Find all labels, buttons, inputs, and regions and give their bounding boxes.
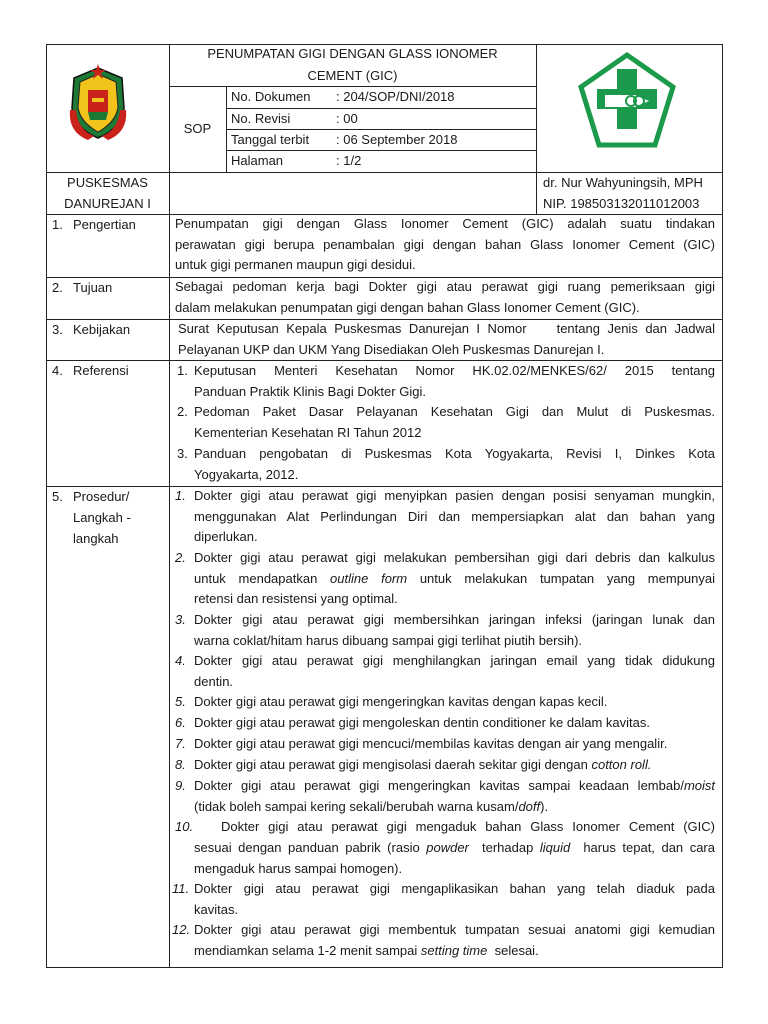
doc-row-label: No. Revisi	[231, 111, 291, 126]
org-name: DANUREJAN I	[64, 196, 151, 211]
procedure-step: Dokter gigi atau perawat gigi mengeringkan kavitas sampai keadaan lembab/moist (tidak boleh sampai kering sekali/berubah warna kusam/doff).	[194, 778, 715, 814]
procedure-step: Dokter gigi atau perawat gigi mencuci/membilas kavitas dengan air yang mengalir.	[194, 736, 668, 751]
doc-row-label: Halaman	[231, 153, 284, 168]
section-number: 3.	[52, 322, 63, 337]
procedure-step: Dokter gigi atau perawat gigi mengisolasi daerah sekitar gigi dengan cotton roll.	[194, 757, 652, 772]
step-number: 8.	[175, 757, 186, 772]
reference-item: Pedoman Paket Dasar Pelayanan Kesehatan Gigi dan Mulut di Puskesmas. Kementerian Kesehatan RI Tahun 2012	[194, 404, 715, 440]
procedure-step: Dokter gigi atau perawat gigi membentuk tumpatan sesuai anatomi gigi kemudian mendiamkan selama 1-2 menit sampai setting time selesai.	[194, 922, 715, 958]
city-emblem-logo	[66, 62, 130, 142]
divider	[536, 44, 537, 215]
procedure-step: sesuai dengan panduan pabrik (rasio powder terhadap liquid harus tepat, dan cara mengaduk harus sampai homogen).	[194, 840, 715, 876]
section-label: Referensi	[73, 363, 129, 378]
section-number: 2.	[52, 280, 63, 295]
procedure-step: Dokter gigi atau perawat gigi mengoleskan dentin conditioner ke dalam kavitas.	[194, 715, 650, 730]
doc-row-label: Tanggal terbit	[231, 132, 310, 147]
section-number: 4.	[52, 363, 63, 378]
document-title: CEMENT (GIC)	[307, 68, 398, 83]
section-label: langkah	[73, 531, 119, 546]
section-label: Pengertian	[73, 217, 136, 232]
doc-row-value: : 06 September 2018	[336, 132, 458, 147]
step-number: 6.	[175, 715, 186, 730]
step-number: 4.	[175, 653, 186, 668]
section-text: Surat Keputusan Kepala Puskesmas Danurejan I Nomor tentang Jenis dan Jadwal Pelayanan UKP dan UKM Yang Disediakan Oleh Puskesmas Danurejan I.	[178, 321, 715, 357]
procedure-step: Dokter gigi atau perawat gigi mengaplikasikan bahan yang telah diaduk pada kavitas.	[194, 881, 715, 917]
doc-row-value: : 00	[336, 111, 358, 126]
step-number: 2.	[175, 550, 186, 565]
doc-row-value: : 204/SOP/DNI/2018	[336, 89, 455, 104]
section-label: Langkah -	[73, 510, 131, 525]
list-number: 2.	[177, 404, 188, 419]
step-number: 10.	[175, 819, 194, 834]
signer-nip: NIP. 198503132011012003	[543, 196, 700, 211]
section-number: 1.	[52, 217, 63, 232]
section-number: 5.	[52, 489, 63, 504]
step-number: 12.	[172, 922, 191, 937]
procedure-step: Dokter gigi atau perawat gigi mengaduk bahan Glass Ionomer Cement (GIC)	[221, 819, 715, 834]
sop-label: SOP	[183, 121, 212, 136]
step-number: 5.	[175, 694, 186, 709]
section-label: Kebijakan	[73, 322, 131, 337]
doc-row-label: No. Dokumen	[231, 89, 311, 104]
step-number: 3.	[175, 612, 186, 627]
section-label: Prosedur/	[73, 489, 130, 504]
document-title: PENUMPATAN GIGI DENGAN GLASS IONOMER	[207, 46, 498, 61]
procedure-step: Dokter gigi atau perawat gigi menghilangkan jaringan email yang tidak didukung dentin.	[194, 653, 715, 689]
section-label: Tujuan	[73, 280, 113, 295]
divider	[169, 44, 170, 968]
doc-row-value: : 1/2	[336, 153, 362, 168]
procedure-step: Dokter gigi atau perawat gigi menyipkan pasien dengan posisi senyaman mungkin, menggunakan Alat Perlindungan Diri dan mempersiapkan alat dan bahan yang diperlukan.	[194, 488, 715, 545]
step-number: 7.	[175, 736, 186, 751]
signer-name: dr. Nur Wahyuningsih, MPH	[543, 175, 703, 190]
section-text: Sebagai pedoman kerja bagi Dokter gigi atau perawat gigi ruang pemeriksaan gigi dalam melakukan penumpatan gigi dengan bahan Glass Ionomer Cement (GIC).	[175, 279, 715, 315]
org-name: PUSKESMAS	[67, 175, 148, 190]
reference-item: Keputusan Menteri Kesehatan Nomor HK.02.02/MENKES/62/ 2015 tentang Panduan Praktik Klinis Bagi Dokter Gigi.	[194, 363, 715, 399]
list-number: 1.	[177, 363, 188, 378]
procedure-step: Dokter gigi atau perawat gigi mengeringkan kavitas dengan kapas kecil.	[194, 694, 608, 709]
puskesmas-logo	[575, 51, 679, 151]
section-text: Penumpatan gigi dengan Glass Ionomer Cement (GIC) adalah suatu tindakan perawatan gigi berupa penambalan gigi dengan bahan Glass Ionomer Cement (GIC) untuk gigi permanen maupun gigi desidui.	[175, 216, 715, 273]
procedure-step: Dokter gigi atau perawat gigi membersihkan jaringan infeksi (jaringan lunak dan warna coklat/hitam harus dibuang sampai gigi terlihat piutih bersih).	[194, 612, 715, 648]
list-number: 3.	[177, 446, 188, 461]
reference-item: Panduan pengobatan di Puskesmas Kota Yogyakarta, Revisi I, Dinkes Kota Yogyakarta, 2012.	[194, 446, 715, 482]
step-number: 9.	[175, 778, 186, 793]
procedure-step: Dokter gigi atau perawat gigi melakukan pembersihan gigi dari debris dan kalkulus untuk mendapatkan outline form untuk melakukan tumpatan yang mempunyai retensi dan resistensi yang optimal.	[194, 550, 715, 607]
step-number: 1.	[175, 488, 186, 503]
step-number: 11.	[172, 881, 190, 896]
